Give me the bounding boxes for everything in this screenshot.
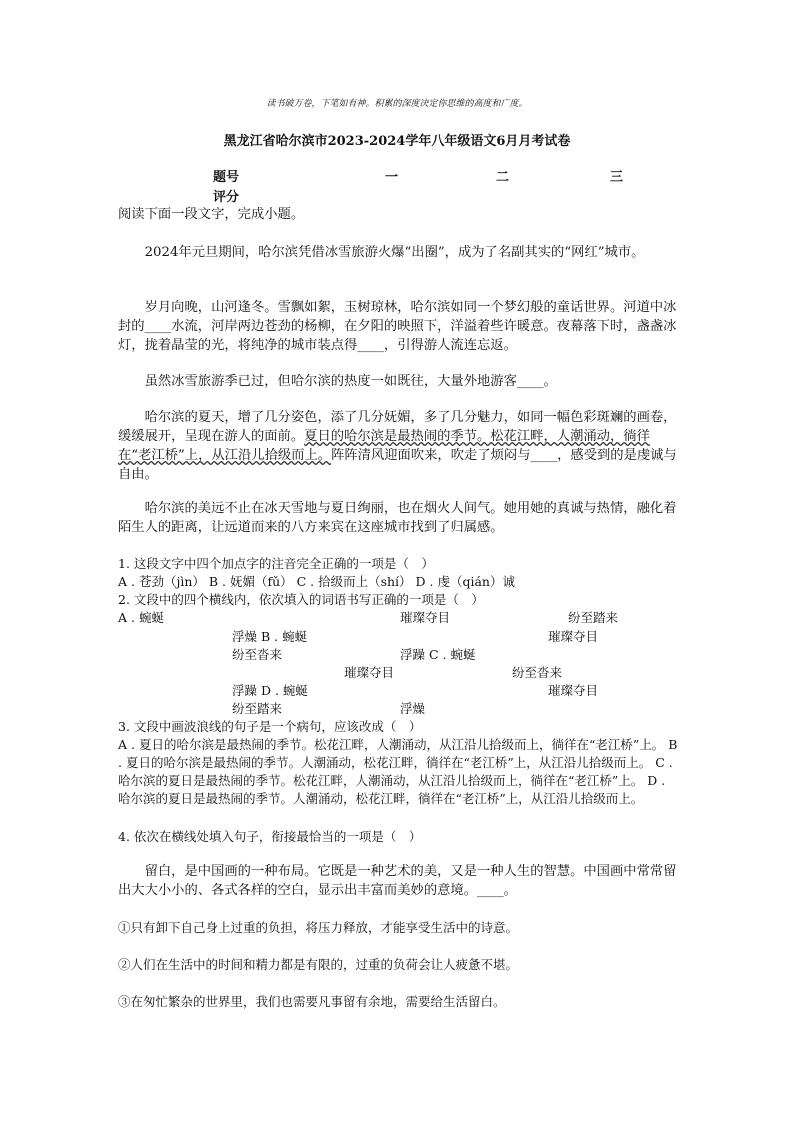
passage-paragraph-5: 哈尔滨的美远不止在冰天雪地与夏日绚丽，也在烟火人间气。她用她的真诚与热情，融化着陌生人的距离，让远道而来的八方来宾在这座城市找到了归属感。 xyxy=(118,501,677,535)
page-title: 黑龙江省哈尔滨市2023-2024学年八年级语文6月月考试卷 xyxy=(223,134,571,149)
q2-option-cell: 浮躁 D . 蜿蜒 xyxy=(232,683,308,698)
question-4-sentence-1: ①只有卸下自己身上过重的负担，将压力释放，才能享受生活中的诗意。 xyxy=(118,920,519,935)
q2-option-cell: 纷至踏来 xyxy=(568,610,619,625)
passage-paragraph-2: 岁月向晚，山河逢冬。雪飘如絮，玉树琼林，哈尔滨如同一个梦幻般的童话世界。河道中冰封的____水流，河岸两边苍劲的杨柳，在夕阳的映照下，洋溢着些许暖意。夜幕落下时，盏盏冰灯，拢着晶莹的光，将纯净的城市装点得____，引得游人流连忘返。 xyxy=(118,300,677,353)
score-table-header-label: 题号 xyxy=(213,170,240,185)
question-1-stem: 1. 这段文字中四个加点字的注音完全正确的一项是（ ） xyxy=(118,556,434,571)
passage-paragraph-3: 虽然冰雪旅游季已过，但哈尔滨的热度一如既往，大量外地游客____。 xyxy=(144,374,557,389)
q2-option-cell: 纷至沓来 xyxy=(232,647,283,662)
question-4-sentence-2: ②人们在生活中的时间和精力都是有限的，过重的负荷会让人疲惫不堪。 xyxy=(118,957,519,972)
question-4-sentence-3: ③在匆忙繁杂的世界里，我们也需要凡事留有余地，需要给生活留白。 xyxy=(118,994,506,1009)
wavy-underlined-sentence: 夏日的哈尔滨是最热闹的季节。松花江畔，人潮涌动，徜徉在“老江桥”上，从江沿儿拾级而上。 xyxy=(118,429,650,463)
q2-option-cell: 璀璨夺目 xyxy=(548,683,599,698)
header-motto: 读书破万卷，下笔如有神。积累的深度决定你思维的高度和广度。 xyxy=(266,99,528,109)
q2-option-cell: 浮躁 C . 蜿蜒 xyxy=(400,647,476,662)
passage-paragraph-4-tail: 阵阵清风迎面吹来，吹走了烦闷与____，感受到的是虔诚与自由。 xyxy=(118,448,677,482)
q2-option-cell: 璀璨夺目 xyxy=(548,629,599,644)
passage-paragraph-4 xyxy=(118,408,680,484)
question-4-stem: 4. 依次在横线处填入句子，衔接最恰当的一项是（ ） xyxy=(118,829,422,844)
question-3-stem: 3. 文段中画波浪线的句子是一个病句，应该改成（ ） xyxy=(118,719,422,734)
q2-option-cell: 浮燥 xyxy=(400,701,426,716)
score-table-col-1: 一 xyxy=(385,170,399,185)
q2-option-cell: 浮燥 B . 蜿蜒 xyxy=(232,629,308,644)
question-4-passage: 留白，是中国画的一种布局。它既是一种艺术的美，又是一种人生的智慧。中国画中常常留出大大小小的、各式各样的空白，显示出丰富而美妙的意境。____。 xyxy=(118,864,677,898)
score-table-col-2: 二 xyxy=(496,170,510,185)
question-3-options: A . 夏日的哈尔滨是最热闹的季节。松花江畔，人潮涌动，从江沿儿拾级而上，徜徉在“老江桥”上。 B . 夏日的哈尔滨是最热闹的季节。人潮涌动，松花江畔，徜徉在“老江桥”上，从江沿儿拾级而上。 C . 哈尔滨的夏日是最热闹的季节。松花江畔，人潮涌动，从江沿儿拾级而上，徜徉在“老江桥”上。 D . 哈尔滨的夏日是最热闹的季节。人潮涌动，松花江畔，徜徉在“老江桥”上，从江沿儿拾级而上。 xyxy=(118,737,678,806)
passage-paragraph-4-lead: 哈尔滨的夏天，增了几分姿色，添了几分妩媚，多了几分魅力，如同一幅色彩斑斓的画卷，缓缓展开，呈现在游人的面前。 xyxy=(118,410,677,444)
q2-option-cell: 纷至沓来 xyxy=(512,665,563,680)
passage-paragraph-1: 2024年元旦期间，哈尔滨凭借冰雪旅游火爆“出圈”，成为了名副其实的“网红”城市。 xyxy=(144,245,645,260)
score-table-row-label: 评分 xyxy=(213,190,240,205)
q2-option-cell: 纷至踏来 xyxy=(232,701,283,716)
question-2-stem: 2. 文段中的四个横线内，依次填入的词语书写正确的一项是（ ） xyxy=(118,592,484,607)
q2-option-cell: A . 蜿蜒 xyxy=(118,610,164,625)
passage-intro: 阅读下面一段文字，完成小题。 xyxy=(118,207,305,222)
q2-option-cell: 璀璨夺目 xyxy=(400,610,451,625)
question-1-options: A . 苍劲（jìn） B . 妩媚（fǔ） C . 拾级而上（shí） D . 虔（qián）诚 xyxy=(118,574,515,589)
q2-option-cell: 璀璨夺目 xyxy=(344,665,395,680)
score-table-col-3: 三 xyxy=(610,170,624,185)
